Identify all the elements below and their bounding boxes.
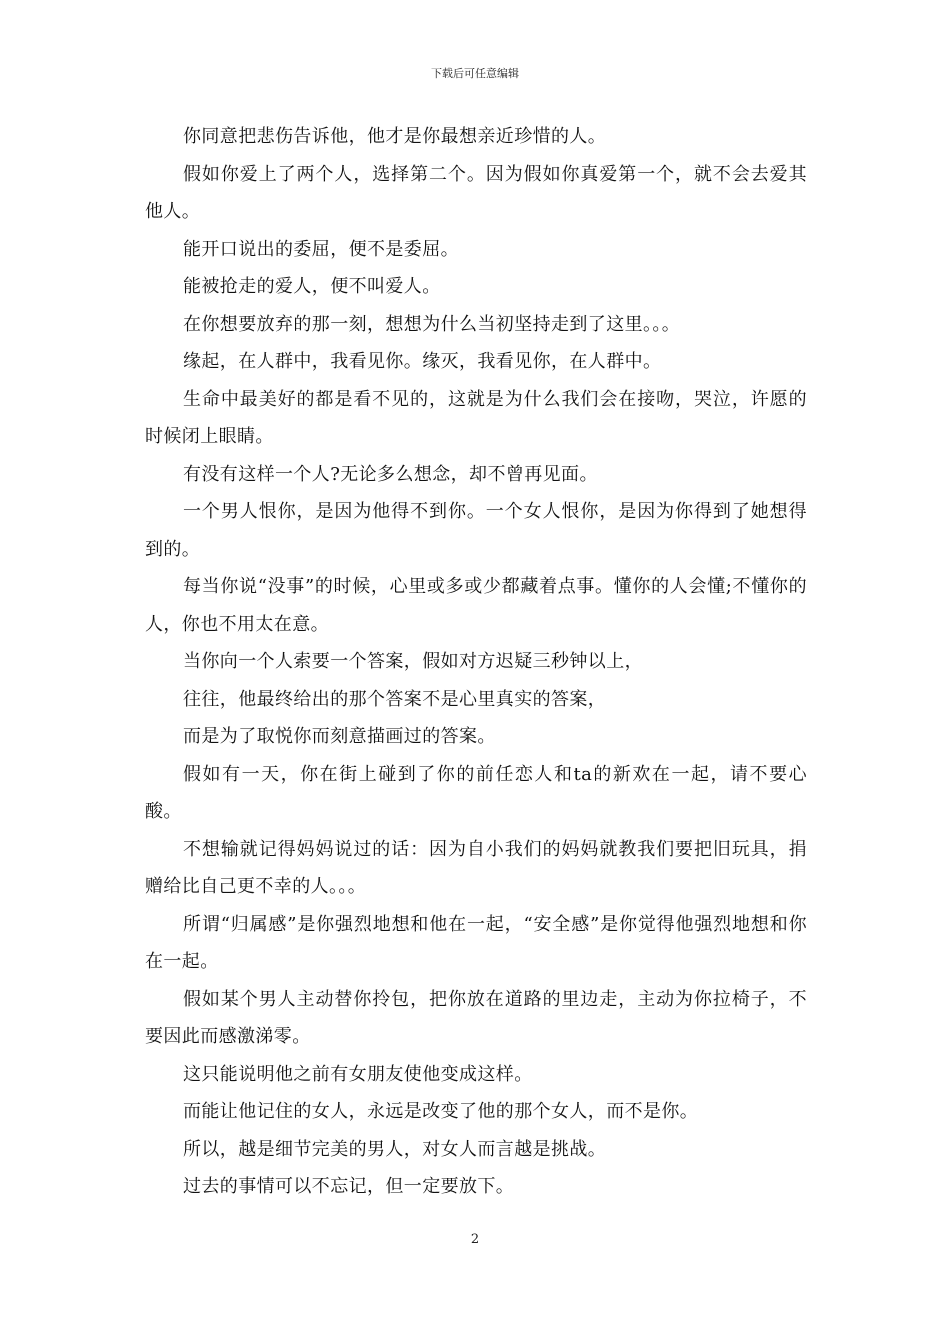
paragraph: 一个男人恨你，是因为他得不到你。一个女人恨你，是因为你得到了她想得到的。: [145, 501, 807, 560]
paragraph: 所以，越是细节完美的男人，对女人而言越是挑战。: [183, 1138, 607, 1160]
paragraph: 你同意把悲伤告诉他，他才是你最想亲近珍惜的人。: [183, 126, 607, 147]
paragraph: 假如有一天，你在街上碰到了你的前任恋人和ta的新欢在一起，请不要心酸。: [145, 763, 807, 822]
paragraph: 能被抢走的爱人，便不叫爱人。: [183, 276, 441, 297]
paragraph: 生命中最美好的都是看不见的，这就是为什么我们会在接吻，哭泣，许愿的时候闭上眼睛。: [145, 388, 807, 447]
paragraph: 过去的事情可以不忘记，但一定要放下。: [183, 1176, 515, 1197]
paragraph: 有没有这样一个人?无论多么想念，却不曾再见面。: [183, 463, 598, 485]
paragraph: 而是为了取悦你而刻意描画过的答案。: [183, 726, 496, 747]
paragraph: 每当你说“没事”的时候，心里或多或少都藏着点事。懂你的人会懂;不懂你的人，你也不用太在意。: [145, 576, 807, 635]
paragraph: 不想输就记得妈妈说过的话：因为自小我们的妈妈就教我们要把旧玩具，捐赠给比自己更不幸的人。。。: [145, 838, 807, 897]
page-number: 2: [470, 1232, 480, 1247]
paragraph: 缘起，在人群中，我看见你。缘灭，我看见你，在人群中。: [183, 351, 662, 372]
paragraph: 能开口说出的委屈，便不是委屈。: [183, 238, 459, 260]
page-header: 下载后可任意编辑: [431, 67, 519, 80]
paragraph: 这只能说明他之前有女朋友使他变成这样。: [183, 1063, 533, 1085]
paragraph: 在你想要放弃的那一刻，想想为什么当初坚持走到了这里。。。: [183, 313, 681, 335]
paragraph: 往往，他最终给出的那个答案不是心里真实的答案，: [183, 688, 607, 710]
paragraph: 当你向一个人索要一个答案，假如对方迟疑三秒钟以上，: [183, 651, 643, 672]
paragraph: 所谓“归属感”是你强烈地想和他在一起，“安全感”是你觉得他强烈地想和你在一起。: [145, 913, 807, 972]
paragraph: 假如某个男人主动替你拎包，把你放在道路的里边走，主动为你拉椅子，不要因此而感激涕零。: [145, 988, 807, 1047]
paragraph: 而能让他记住的女人，永远是改变了他的那个女人，而不是你。: [183, 1101, 699, 1122]
paragraph: 假如你爱上了两个人，选择第二个。因为假如你真爱第一个，就不会去爱其他人。: [145, 163, 807, 222]
document-body: [145, 118, 807, 1206]
